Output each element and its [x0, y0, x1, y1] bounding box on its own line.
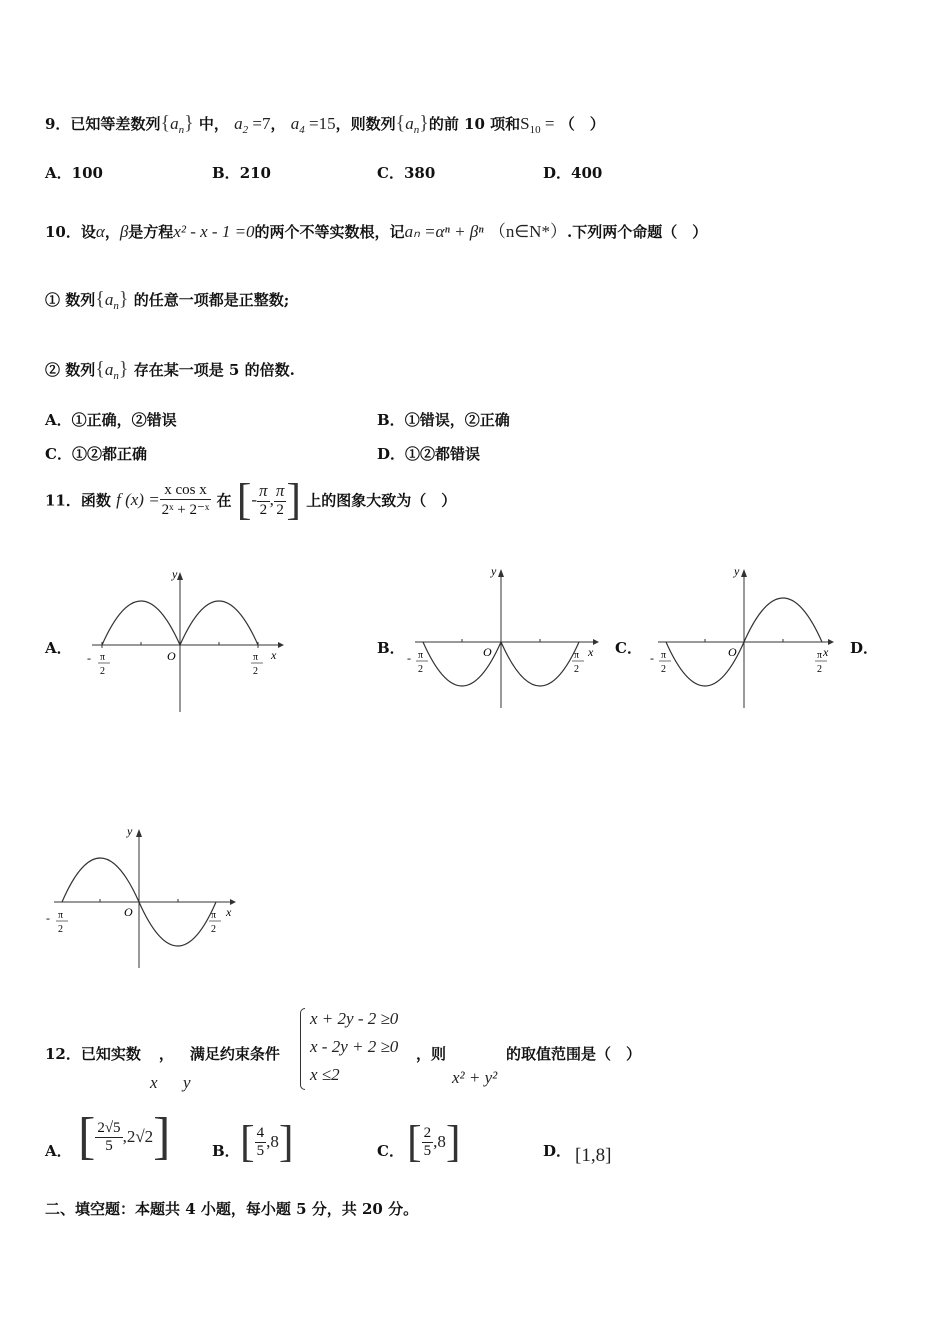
svg-text:-: - [46, 911, 50, 925]
x-label: x [271, 648, 277, 662]
y-axis-arrow [741, 569, 747, 577]
svg-text:-: - [407, 651, 411, 665]
q10-prop1: ① 数列$\{a_n\}$ 的任意一项都是正整数; [45, 288, 290, 312]
origin-label: O [728, 645, 737, 659]
y-label: y [491, 564, 497, 578]
y-axis-arrow [498, 569, 504, 577]
q9-option-a[interactable]: A．100 [45, 164, 103, 182]
origin-label: O [483, 645, 492, 659]
q10-prop2: ② 数列$\{a_n\}$ 存在某一项是 5 的倍数. [45, 358, 295, 382]
q12-var-y: y [183, 1073, 191, 1092]
q11-option-c[interactable]: C． [615, 639, 642, 657]
q12-option-a-label[interactable]: A． [45, 1142, 72, 1160]
q12-brace [300, 1008, 305, 1090]
x-label: x [588, 645, 594, 659]
svg-text:π: π [574, 650, 580, 661]
q12-option-d-value[interactable]: [1,8] [575, 1145, 612, 1166]
svg-text:π: π [58, 910, 64, 921]
q9-stem: 9．已知等差数列$\{a_n\}$ 中， $a_2 =7$， $a_4 =15$，则数列$\{a_n\}$的前 10 项和$S_{10}$ = （ ） [45, 112, 605, 136]
q9-option-d[interactable]: D．400 [543, 164, 603, 182]
q12-option-b-label[interactable]: B． [212, 1142, 240, 1160]
q12-then: ，则 [416, 1045, 447, 1063]
y-axis-arrow [136, 829, 142, 837]
svg-text:π: π [253, 652, 259, 663]
q10-option-b[interactable]: B．①错误，②正确 [377, 411, 510, 429]
q12-option-a-value[interactable]: [ $\frac{2√5}{5}$ ,2√2] [78, 1108, 171, 1165]
q12-option-b-value[interactable]: [ $\frac{4}{5}$ ,8] [240, 1117, 294, 1166]
x-label: x [823, 645, 829, 659]
q12-constraint-3: x ≤2 [310, 1065, 340, 1084]
svg-text:-: - [87, 651, 91, 665]
y-axis-arrow [177, 572, 183, 580]
q12-option-d-label[interactable]: D． [543, 1142, 572, 1160]
svg-text:π: π [211, 910, 217, 921]
svg-text:π: π [100, 652, 106, 663]
x-axis-arrow [593, 639, 599, 645]
x-axis-arrow [828, 639, 834, 645]
section-title: 二、填空题：本题共 4 小题，每小题 5 分，共 20 分。 [45, 1200, 419, 1218]
q12-var-x: x [150, 1073, 158, 1092]
q10-stem: 10．设α，β是方程x² - x - 1 =0的两个不等实数根，记aₙ =αⁿ + βⁿ （n∈N*）.下列两个命题（ ） [45, 222, 708, 241]
q9-option-c[interactable]: C．380 [377, 164, 436, 182]
q11-graph-d[interactable] [42, 820, 252, 970]
svg-text:2: 2 [100, 666, 105, 677]
origin-label: O [167, 649, 176, 663]
svg-text:π: π [661, 650, 667, 661]
q11-graph-c[interactable] [648, 560, 848, 710]
q12-stem-part1: 12．已知实数 ， 满足约束条件 [45, 1045, 280, 1063]
q11-stem: 11．函数 f (x) = $\frac{\text{x cos x}}{\text{2ˣ + 2⁻ˣ}}$ 在 [- $\frac{\pi}{2}$ , $\frac{\pi}{2}$ ] 上的图象大致为（ ） [45, 475, 457, 524]
q12-option-c-value[interactable]: [ $\frac{2}{5}$ ,8] [407, 1117, 461, 1166]
svg-text:2: 2 [661, 664, 666, 675]
q11-option-b[interactable]: B． [377, 639, 405, 657]
q11-graph-b[interactable] [405, 560, 605, 710]
q12-tail: 的取值范围是（ ） [506, 1045, 642, 1063]
svg-text:π: π [418, 650, 424, 661]
q10-option-d[interactable]: D．①②都错误 [377, 445, 481, 463]
svg-text:2: 2 [817, 664, 822, 675]
svg-text:2: 2 [253, 666, 258, 677]
q11-fraction: $\frac{\text{x cos x}}{\text{2ˣ + 2⁻ˣ}}$ [161, 481, 210, 518]
q10-option-c[interactable]: C．①②都正确 [45, 445, 147, 463]
q12-constraint-2: x - 2y + 2 ≥0 [310, 1037, 399, 1056]
y-label: y [734, 564, 740, 578]
q11-option-a[interactable]: A． [45, 639, 72, 657]
x-label: x [226, 905, 232, 919]
svg-text:2: 2 [574, 664, 579, 675]
q12-constraint-1: x + 2y - 2 ≥0 [310, 1009, 399, 1028]
q10-option-a[interactable]: A．①正确，②错误 [45, 411, 177, 429]
q11-option-d[interactable]: D． [850, 639, 879, 657]
svg-text:2: 2 [211, 924, 216, 935]
svg-text:-: - [650, 651, 654, 665]
y-label: y [127, 824, 133, 838]
q11-graph-a[interactable] [80, 562, 290, 717]
origin-label: O [124, 905, 133, 919]
q12-expression: x² + y² [452, 1068, 498, 1087]
svg-text:2: 2 [58, 924, 63, 935]
q12-option-c-label[interactable]: C． [377, 1142, 404, 1160]
svg-text:2: 2 [418, 664, 423, 675]
x-axis-arrow [278, 642, 284, 648]
y-label: y [172, 567, 178, 581]
svg-text:π: π [817, 650, 823, 661]
q9-option-b[interactable]: B．210 [212, 164, 271, 182]
